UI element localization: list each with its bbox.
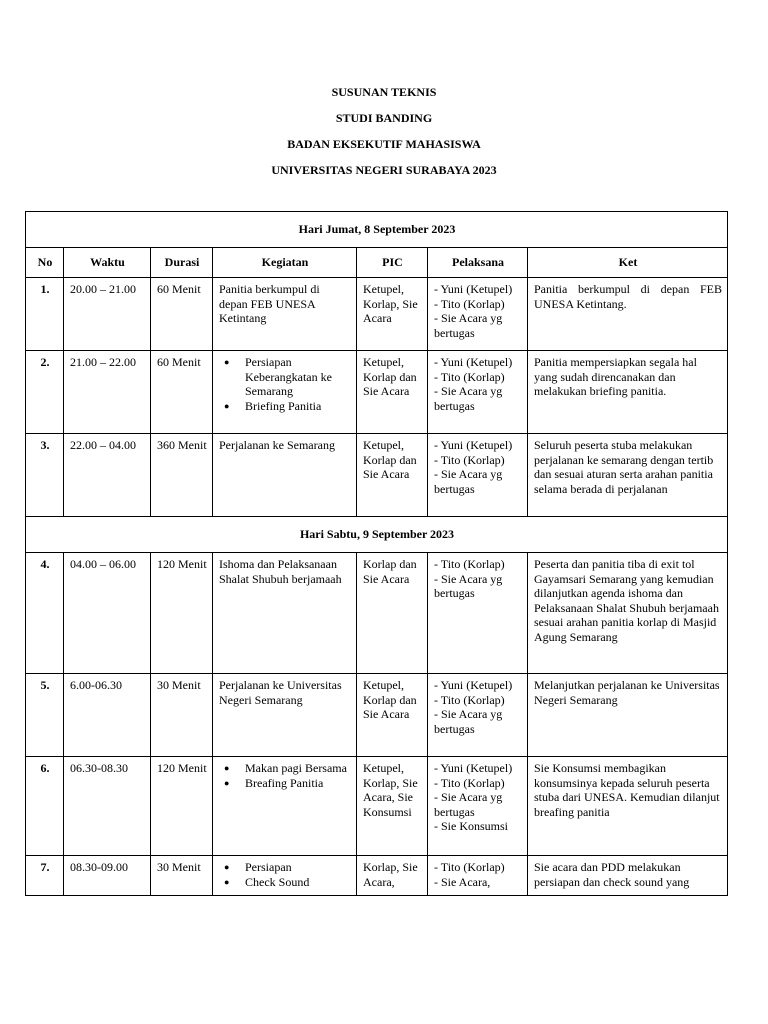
day-header-row (26, 212, 728, 248)
row-pic: Ketupel, Korlap dan Sie Acara (357, 351, 428, 434)
row-durasi: 60 Menit (151, 278, 213, 351)
row-kegiatan (213, 757, 357, 856)
pelaksana-line: - Sie Acara yg bertugas (434, 707, 503, 736)
row-ket: Sie Konsumsi membagikan konsumsinya kepada seluruh peserta stuba dari UNESA. Kemudian dilanjut breafing panitia (528, 757, 728, 856)
table-row (26, 553, 728, 674)
row-ket: Panitia mempersiapkan segala hal yang sudah direncanakan dan melakukan briefing panitia. (528, 351, 728, 434)
column-header-row (26, 248, 728, 278)
pelaksana-line: - Sie Acara yg bertugas (434, 311, 503, 340)
row-number: 1. (26, 278, 64, 351)
table-row (26, 434, 728, 517)
row-pic: Korlap dan Sie Acara (357, 553, 428, 674)
row-pelaksana (428, 553, 528, 674)
row-durasi: 360 Menit (151, 434, 213, 517)
kegiatan-list (219, 761, 351, 790)
doc-title-line-3: BADAN EKSEKUTIF MAHASISWA (287, 137, 481, 151)
col-header-kegiatan: Kegiatan (213, 248, 357, 278)
pelaksana-line: - Tito (Korlap) (434, 557, 505, 571)
pelaksana-line: - Tito (Korlap) (434, 692, 505, 707)
row-durasi: 120 Menit (151, 757, 213, 856)
table-row (26, 757, 728, 856)
table-row (26, 674, 728, 757)
doc-title-line-1: SUSUNAN TEKNIS (331, 85, 437, 99)
table-row (26, 351, 728, 434)
row-kegiatan (213, 351, 357, 434)
row-pic: Ketupel, Korlap dan Sie Acara (357, 434, 428, 517)
document-title-block (0, 84, 768, 188)
row-kegiatan: Perjalanan ke Universitas Negeri Semarang (213, 674, 357, 757)
row-pic: Ketupel, Korlap, Sie Acara, Sie Konsumsi (357, 757, 428, 856)
row-number: 3. (26, 434, 64, 517)
col-header-waktu: Waktu (64, 248, 151, 278)
kegiatan-list-item: ● Check Sound (219, 875, 351, 890)
kegiatan-list-item: ● Makan pagi Bersama (219, 761, 351, 776)
row-pelaksana (428, 757, 528, 856)
row-ket: Sie acara dan PDD melakukan persiapan dan check sound yang (528, 856, 728, 896)
day-header-row (26, 517, 728, 553)
col-header-durasi: Durasi (151, 248, 213, 278)
row-durasi: 120 Menit (151, 553, 213, 674)
row-kegiatan: Perjalanan ke Semarang (213, 434, 357, 517)
row-number: 6. (26, 757, 64, 856)
row-durasi: 30 Menit (151, 674, 213, 757)
pelaksana-line: - Sie Acara yg bertugas (434, 790, 503, 819)
pelaksana-line: - Sie Acara yg bertugas (434, 571, 503, 600)
pelaksana-line: - Yuni (Ketupel) (434, 438, 513, 452)
row-waktu: 06.30-08.30 (64, 757, 151, 856)
row-ket: Melanjutkan perjalanan ke Universitas Negeri Semarang (528, 674, 728, 757)
pelaksana-line: - Sie Konsumsi (434, 819, 509, 833)
pelaksana-line: - Tito (Korlap) (434, 452, 505, 467)
row-ket: Seluruh peserta stuba melakukan perjalanan ke semarang dengan tertib dan sesuai aturan serta arahan panitia selama berada di perjalanan (528, 434, 728, 517)
row-pic: Ketupel, Korlap dan Sie Acara (357, 674, 428, 757)
col-header-pelaksana: Pelaksana (428, 248, 528, 278)
table-row (26, 856, 728, 896)
schedule-table-body (26, 212, 728, 896)
row-waktu: 20.00 – 21.00 (64, 278, 151, 351)
row-pelaksana (428, 351, 528, 434)
kegiatan-list (219, 355, 351, 413)
kegiatan-list (219, 860, 351, 889)
pelaksana-line: - Sie Acara yg bertugas (434, 467, 503, 496)
pelaksana-line: - Tito (Korlap) (434, 369, 505, 384)
pelaksana-line: - Tito (Korlap) (434, 860, 505, 874)
day-title: Hari Sabtu, 9 September 2023 (26, 517, 728, 553)
pelaksana-line: - Yuni (Ketupel) (434, 355, 513, 369)
row-durasi: 30 Menit (151, 856, 213, 896)
pelaksana-line: - Yuni (Ketupel) (434, 761, 513, 775)
row-waktu: 22.00 – 04.00 (64, 434, 151, 517)
row-number: 7. (26, 856, 64, 896)
day-title: Hari Jumat, 8 September 2023 (26, 212, 728, 248)
row-waktu: 08.30-09.00 (64, 856, 151, 896)
kegiatan-list-item: ● Persiapan Keberangkatan ke Semarang (219, 355, 351, 399)
pelaksana-line: - Tito (Korlap) (434, 296, 505, 311)
col-header-pic: PIC (357, 248, 428, 278)
doc-title-line-2: STUDI BANDING (335, 111, 433, 125)
row-pelaksana (428, 856, 528, 896)
row-kegiatan: Panitia berkumpul di depan FEB UNESA Ketintang (213, 278, 357, 351)
row-pic: Korlap, Sie Acara, (357, 856, 428, 896)
pelaksana-line: - Sie Acara, (434, 874, 491, 889)
row-waktu: 6.00-06.30 (64, 674, 151, 757)
row-number: 4. (26, 553, 64, 674)
row-waktu: 04.00 – 06.00 (64, 553, 151, 674)
row-durasi: 60 Menit (151, 351, 213, 434)
row-pelaksana (428, 278, 528, 351)
row-ket: Peserta dan panitia tiba di exit tol Gayamsari Semarang yang kemudian dilanjutkan agenda ishoma dan Pelaksanaan Shalat Shubuh berjamaah sesuai arahan panitia korlap di Masjid Agung Semarang (528, 553, 728, 674)
row-kegiatan (213, 856, 357, 896)
pelaksana-line: - Sie Acara yg bertugas (434, 384, 503, 413)
pelaksana-line: - Yuni (Ketupel) (434, 282, 513, 296)
row-ket: Panitia berkumpul di depan FEB UNESA Ketintang. (528, 278, 728, 351)
table-row (26, 278, 728, 351)
schedule-table (25, 211, 728, 896)
pelaksana-line: - Tito (Korlap) (434, 775, 505, 790)
pelaksana-line: - Yuni (Ketupel) (434, 678, 513, 692)
row-number: 2. (26, 351, 64, 434)
kegiatan-list-item: ● Briefing Panitia (219, 399, 351, 414)
row-pelaksana (428, 674, 528, 757)
row-pic: Ketupel, Korlap, Sie Acara (357, 278, 428, 351)
row-waktu: 21.00 – 22.00 (64, 351, 151, 434)
row-pelaksana (428, 434, 528, 517)
kegiatan-list-item: ● Persiapan (219, 860, 351, 875)
doc-title-line-4: UNIVERSITAS NEGERI SURABAYA 2023 (271, 163, 497, 177)
row-number: 5. (26, 674, 64, 757)
kegiatan-list-item: ● Breafing Panitia (219, 776, 351, 791)
col-header-ket: Ket (528, 248, 728, 278)
row-kegiatan: Ishoma dan Pelaksanaan Shalat Shubuh berjamaah (213, 553, 357, 674)
col-header-no: No (26, 248, 64, 278)
